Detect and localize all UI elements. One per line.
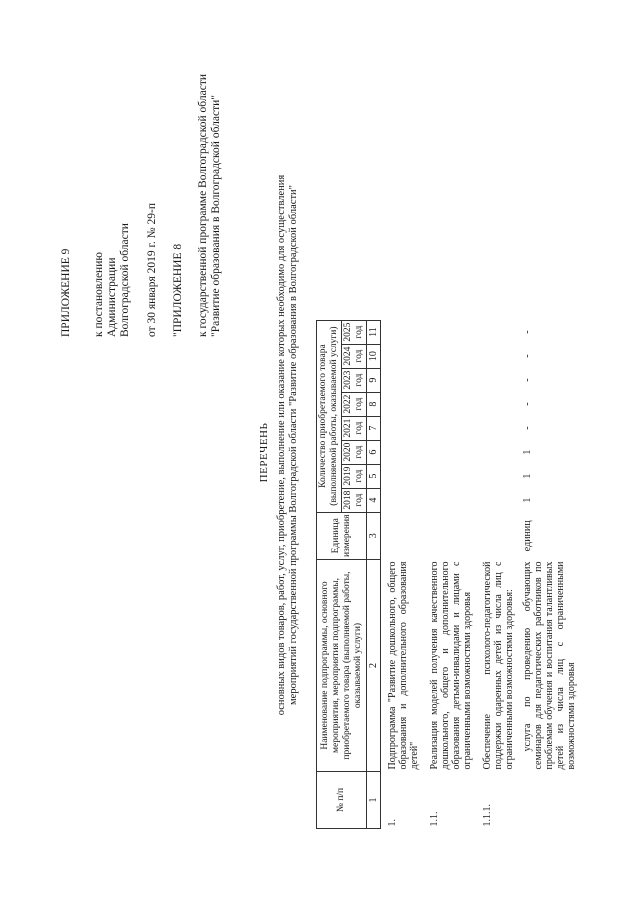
row-value xyxy=(381,320,422,344)
program-line-1: к государственной программе Волгоградской области xyxy=(197,74,209,337)
index-cell: 6 xyxy=(367,440,381,464)
row-value xyxy=(381,392,422,416)
row-value xyxy=(474,488,516,512)
year-header: 2020 год xyxy=(342,440,367,464)
row-value: - xyxy=(522,402,533,406)
table-header-row xyxy=(317,320,342,828)
resolution-line-1: к постановлению xyxy=(93,252,105,337)
date-line: от 30 января 2019 г. № 29-п xyxy=(146,203,158,337)
row-num xyxy=(516,772,578,829)
row-value xyxy=(474,368,516,392)
row-value: - xyxy=(522,426,533,430)
year-header: 2023 год xyxy=(342,368,367,392)
row-unit xyxy=(474,512,516,559)
document-subtitle-1: основных видов товаров, работ, услуг, приобретение, выполнение или оказание которых необходимо для осуществления xyxy=(276,174,287,716)
row-value xyxy=(474,464,516,488)
row-value xyxy=(421,320,474,344)
resolution-line-2: Администрации xyxy=(106,257,118,337)
row-value xyxy=(474,320,516,344)
year-header: 2022 год xyxy=(342,392,367,416)
row-unit: единиц xyxy=(522,520,533,552)
row-name: услуга по проведению обучающих семинаров для педагогических работников по проблемам обучения и воспитания талантливых детей из числа лиц с ограниченными возможностями здоровья xyxy=(522,561,577,770)
index-cell: 1 xyxy=(367,772,381,829)
row-value xyxy=(474,440,516,464)
index-cell: 7 xyxy=(367,416,381,440)
table-row xyxy=(421,320,474,828)
row-value xyxy=(474,392,516,416)
row-value xyxy=(474,416,516,440)
row-value: - xyxy=(522,378,533,382)
table-row xyxy=(474,320,516,828)
row-unit xyxy=(381,512,422,559)
row-value xyxy=(474,344,516,368)
year-header: 2024 год xyxy=(342,344,367,368)
year-header: 2025 год xyxy=(342,320,367,344)
row-unit xyxy=(421,512,474,559)
row-value: 1 xyxy=(522,449,533,455)
col-qty-header: Количество приобретаемого товара (выполняемой работы, оказываемой услуги) xyxy=(317,320,342,512)
index-cell: 10 xyxy=(367,344,381,368)
index-cell: 11 xyxy=(367,320,381,344)
row-value xyxy=(421,488,474,512)
row-num: 1. xyxy=(387,819,398,827)
row-value: - xyxy=(522,330,533,334)
table-row xyxy=(381,320,422,828)
table-index-row xyxy=(367,320,381,828)
index-cell: 4 xyxy=(367,488,381,512)
row-num: 1.1. xyxy=(429,811,440,827)
row-value xyxy=(421,440,474,464)
row-value xyxy=(421,344,474,368)
index-cell: 9 xyxy=(367,368,381,392)
document-subtitle-2: мероприятий государственной программы Волгоградской области "Развитие образования в Волгоградской области" xyxy=(288,185,299,705)
col-name-header: Наименование подпрограммы, основного мероприятия, мероприятия подпрограммы, приобретаемого товара (выполняемой работы, оказываемой услуги) xyxy=(317,560,367,772)
year-header: 2021 год xyxy=(342,416,367,440)
row-name: Подпрограмма "Развитие дошкольного, общего образования и дополнительного образования детей" xyxy=(387,561,420,770)
goods-table xyxy=(316,320,578,829)
row-value xyxy=(381,344,422,368)
row-value xyxy=(381,488,422,512)
row-value: 1 xyxy=(522,473,533,479)
row-value xyxy=(381,368,422,392)
appendix-title: ПРИЛОЖЕНИЕ 9 xyxy=(60,248,72,337)
row-num: 1.1.1. xyxy=(482,804,493,827)
row-value xyxy=(421,392,474,416)
col-unit-header: Единица измерения xyxy=(317,512,367,559)
row-value xyxy=(421,368,474,392)
row-name: Реализация моделей получения качественного дошкольного, общего и дополнительного образования детьми-инвалидами и лицами с ограниченными возможностями здоровья xyxy=(429,561,473,770)
year-header: 2019 год xyxy=(342,464,367,488)
row-value: 1 xyxy=(522,497,533,503)
index-cell: 5 xyxy=(367,464,381,488)
document-title: ПЕРЕЧЕНЬ xyxy=(258,422,270,483)
col-num-header: № п/п xyxy=(317,772,367,829)
program-line-2: "Развитие образования в Волгоградской области" xyxy=(210,95,222,337)
row-value xyxy=(381,416,422,440)
table-row xyxy=(516,320,578,828)
row-name: Обеспечение психолого-педагогической поддержки одаренных детей из числа лиц с ограниченными возможностями здоровья: xyxy=(482,561,515,770)
index-cell: 2 xyxy=(367,560,381,772)
row-value xyxy=(381,440,422,464)
row-value xyxy=(381,464,422,488)
index-cell: 8 xyxy=(367,392,381,416)
row-value xyxy=(421,416,474,440)
index-cell: 3 xyxy=(367,512,381,559)
appendix8-title: "ПРИЛОЖЕНИЕ 8 xyxy=(172,243,184,337)
resolution-line-3: Волгоградской области xyxy=(119,223,131,337)
row-value xyxy=(421,464,474,488)
year-header: 2018 год xyxy=(342,488,367,512)
row-value: - xyxy=(522,354,533,358)
